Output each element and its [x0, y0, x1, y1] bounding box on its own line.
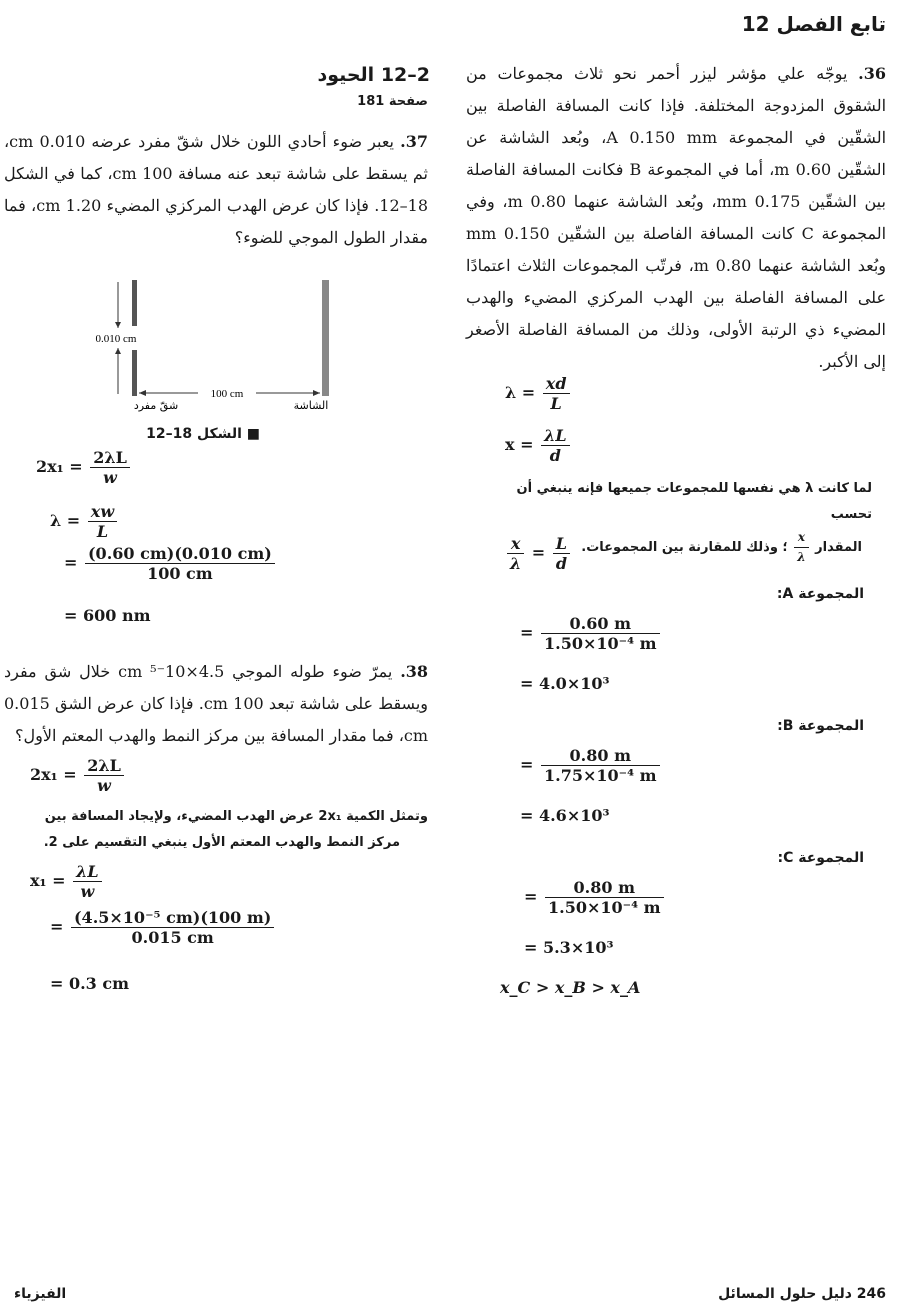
- question-number: 38.: [400, 662, 429, 681]
- q38-line: على شاشة تبعد 100 cm. فإذا كان عرض الشق 0.015 cm،: [4, 694, 428, 745]
- q37-line: ثم يسقط على شاشة تبعد عنه مسافة 100 cm، كما في: [53, 164, 429, 183]
- page-reference: صفحة 181: [357, 94, 428, 109]
- screen-label: الشاشة: [293, 399, 329, 412]
- q36-line: أما في المجموعة B فكانت المسافة الفاصلة بين الشقّين: [466, 160, 886, 211]
- q37-equation-1: 2x₁ = $\frac{2\lambda L}{w}$: [36, 448, 132, 487]
- q37-line: الشكل 18–12. فإذا كان عرض الهدب المركزي المضيء: [4, 164, 429, 215]
- q38-line: فما مقدار المسافة بين مركز النمط والهدب المعتم الأول؟: [15, 726, 394, 745]
- slit-label: شقّ مفرد: [133, 399, 179, 412]
- footer-right: [718, 1286, 886, 1302]
- question-38-text: [4, 656, 428, 752]
- q36-line: المضيء ذي الرتبة الأولى، وذلك من المسافة الفاصلة الأصغر: [466, 320, 886, 339]
- footer-left: الفيزياء: [14, 1286, 67, 1302]
- question-38: [4, 656, 428, 752]
- q36-line: إلى الأكبر.: [818, 352, 886, 371]
- figure-caption: ■ الشكل 18–12: [146, 426, 260, 442]
- q38-note: وتمثل الكمية 2x₁ عرض الهدب المضيء، ولإيجاد المسافة بين مركز النمط والهدب المعتم الأول ينبغي التقسيم على 2.: [43, 809, 428, 850]
- slit-bottom-barrier: [132, 350, 137, 396]
- q36-line: كانت المسافة الفاصلة بين الشقّين 0.150 mm وبُعد الشاشة: [466, 224, 886, 275]
- group-a-calc: = $\frac{0.60 m}{\text{1.50×10⁻⁴ m}}$: [520, 614, 662, 653]
- q36-equation-lambda: λ = $\frac{xd}{L}$: [505, 374, 572, 413]
- q37-result: = 600 nm: [64, 606, 151, 625]
- figure-12-18: [86, 276, 346, 416]
- q36-equation-ratio: $\frac{x}{\lambda}$ = $\frac{L}{d}$: [505, 534, 572, 573]
- question-36: [466, 58, 886, 378]
- group-a-label: المجموعة A:: [776, 586, 864, 602]
- q36-line: المسافة الفاصلة بين الهدب المركزي المضيء والهدب: [466, 288, 848, 307]
- q36-line: المزدوجة المختلفة. فإذا كانت المسافة الفاصلة بين الشقّين في: [466, 96, 887, 147]
- question-37: [4, 126, 428, 254]
- question-number: 36.: [858, 64, 886, 83]
- slit-top-barrier: [132, 280, 137, 326]
- q37-equation-3: = $\frac{(0.60 cm)(0.010 cm)}{100 cm}$: [64, 544, 277, 583]
- group-b-result: = 4.6×10³: [520, 806, 610, 825]
- group-c-result: = 5.3×10³: [524, 938, 614, 957]
- q37-equation-2: λ = $\frac{xw}{L}$: [50, 502, 119, 541]
- slit-width-label: 0.010 cm: [95, 333, 137, 345]
- q38-equation-1: 2x₁ = $\frac{2\lambda L}{w}$: [30, 756, 126, 795]
- group-a-result: = 4.0×10³: [520, 674, 610, 693]
- footer-title: دليل حلول المسائل: [718, 1286, 852, 1302]
- q36-note: لما كانت λ هي نفسها للمجموعات جميعها فإنه ينبغي أن تحسب المقدار $\frac{x}{\lambda}$ ؛ وذلك للمقارنة بين المجموعات.: [516, 481, 872, 564]
- section-title: 2–12 الحيود: [317, 64, 430, 86]
- q36-line: 0.175 mm، وبُعد الشاشة عنهما 0.80 m، وفي المجموعة C: [466, 192, 887, 243]
- group-b-calc: = $\frac{0.80 m}{\text{1.75×10⁻⁴ m}}$: [520, 746, 662, 785]
- page-number: 246: [856, 1286, 886, 1302]
- q36-line: يوجّه علي مؤشر ليزر أحمر نحو ثلاث مجموعات من الشقوق: [466, 64, 887, 115]
- q38-result: = 0.3 cm: [50, 974, 130, 993]
- distance-label: 100 cm: [210, 388, 244, 400]
- q36-line: عنهما 0.80 m، فرتّب المجموعات الثلاث اعتمادًا على: [466, 256, 886, 307]
- q36-order: x_C > x_B > x_A: [500, 978, 641, 997]
- q38-line: يمرّ ضوء طوله الموجي 4.5×10⁻⁵ cm خلال شق مفرد ويسقط: [4, 662, 428, 713]
- q37-line: يعبر ضوء أحادي اللون خلال شقّ مفرد عرضه 0.010 cm،: [4, 132, 395, 151]
- q38-equation-3: = $\frac{\text{(4.5×10⁻⁵ cm)(100 m)}}{0.015 cm}$: [50, 908, 276, 947]
- q36-line: المجموعة A 0.150 mm، وبُعد الشاشة عن الشقّين 0.60 m،: [466, 128, 886, 179]
- question-36-text: [466, 58, 886, 378]
- group-c-calc: = $\frac{0.80 m}{\text{1.50×10⁻⁴ m}}$: [524, 878, 666, 917]
- question-number: 37.: [400, 132, 428, 151]
- chapter-header: تابع الفصل 12: [741, 12, 886, 36]
- q38-equation-2: x₁ = $\frac{\lambda L}{w}$: [30, 862, 104, 901]
- group-c-label: المجموعة C:: [777, 850, 864, 866]
- screen-bar: [322, 280, 329, 396]
- q37-line: 1.20 cm، فما مقدار الطول الموجي للضوء؟: [4, 196, 428, 247]
- q36-equation-x: x = $\frac{\lambda L}{d}$: [505, 426, 572, 465]
- question-37-text: [4, 126, 428, 254]
- group-b-label: المجموعة B:: [777, 718, 864, 734]
